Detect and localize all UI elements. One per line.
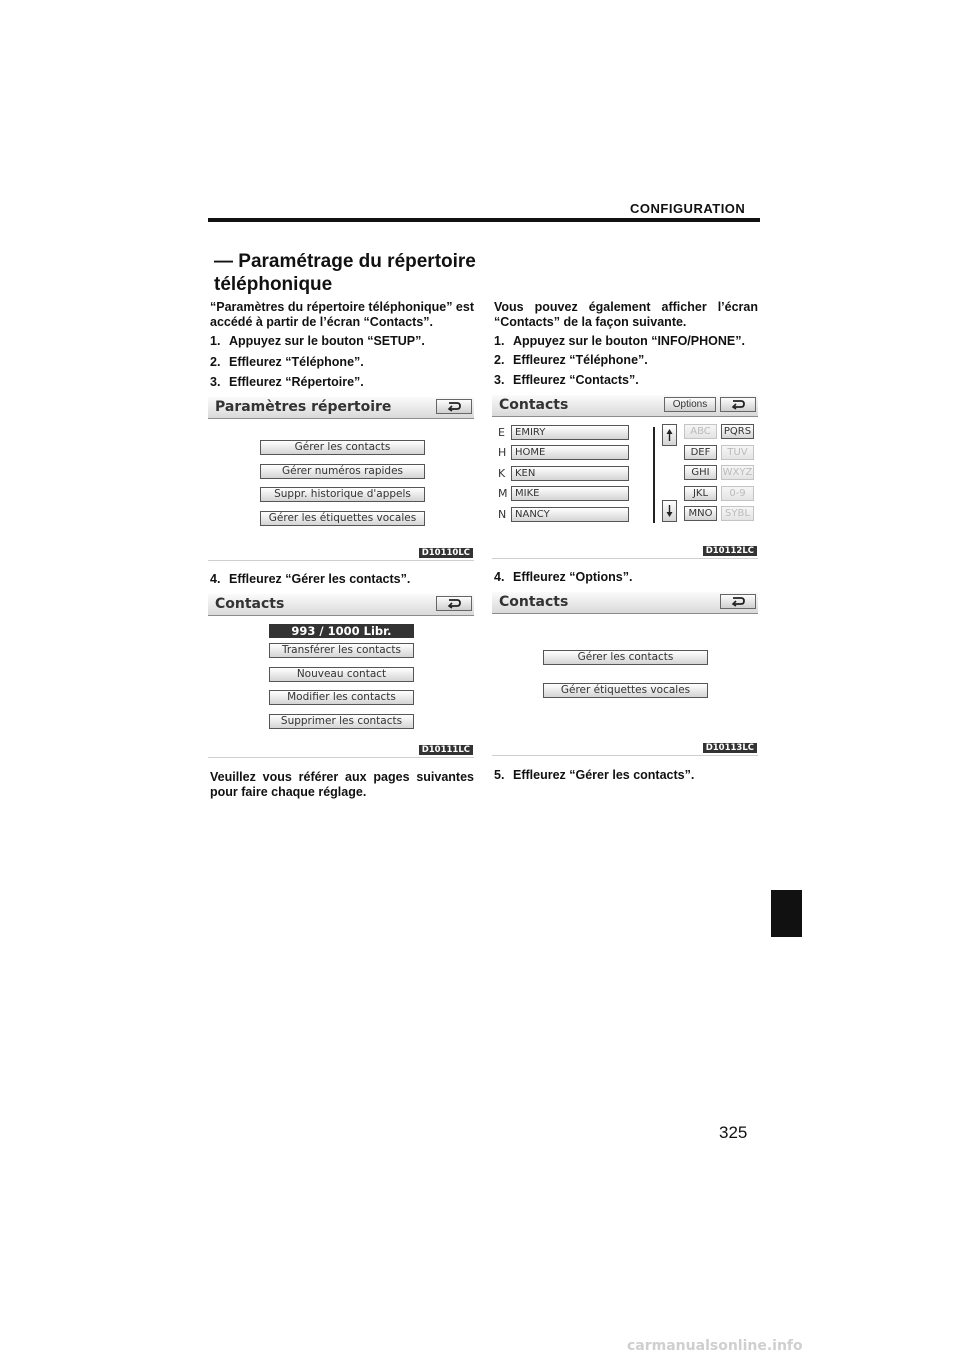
- contact-item[interactable]: EMIRY: [511, 425, 629, 440]
- left-outro: Veuillez vous référer aux pages suivantes pour faire chaque réglage.: [210, 770, 474, 799]
- step-text: Appuyez sur le bouton “SETUP”.: [229, 334, 425, 348]
- contact-item[interactable]: NANCY: [511, 507, 629, 522]
- screen-title: Contacts: [499, 594, 569, 610]
- back-button[interactable]: [436, 399, 472, 414]
- back-button[interactable]: [436, 596, 472, 611]
- scroll-track: [653, 427, 655, 523]
- screen-title-bar: [492, 592, 758, 614]
- section-title: — Paramétrage du répertoire téléphonique: [214, 251, 476, 295]
- step-num: 4.: [210, 572, 221, 586]
- back-arrow-icon: [446, 401, 462, 412]
- step-num: 3.: [210, 375, 221, 389]
- screen-parametres-repertoire: [208, 397, 474, 561]
- back-arrow-icon: [446, 598, 462, 609]
- step-text: Appuyez sur le bouton “INFO/PHONE”.: [513, 334, 745, 348]
- screen-title: Paramètres répertoire: [215, 399, 392, 415]
- delete-call-history-button[interactable]: Suppr. historique d'appels: [260, 487, 425, 502]
- manage-contacts-button[interactable]: Gérer les contacts: [260, 440, 425, 455]
- screen-contacts-list: [492, 395, 758, 559]
- figure-code: D10112LC: [703, 546, 757, 556]
- alpha-key-jkl[interactable]: JKL: [684, 486, 717, 501]
- left-step-2: [210, 355, 364, 370]
- chapter-tab: [771, 890, 802, 937]
- alpha-key-abc: ABC: [684, 424, 717, 439]
- step-num: 4.: [494, 570, 505, 584]
- options-button[interactable]: Options: [664, 397, 716, 412]
- figure-code: D10110LC: [419, 548, 473, 558]
- left-step-3: [210, 375, 364, 390]
- page-number: 325: [719, 1123, 748, 1142]
- alpha-key-ghi[interactable]: GHI: [684, 465, 717, 480]
- back-arrow-icon: [730, 399, 746, 410]
- back-button[interactable]: [720, 594, 756, 609]
- right-step-3: [494, 373, 639, 388]
- step-num: 2.: [494, 353, 505, 367]
- alpha-key-tuv: TUV: [721, 445, 754, 460]
- manage-voice-tags-button[interactable]: Gérer les étiquettes vocales: [260, 511, 425, 526]
- step-num: 3.: [494, 373, 505, 387]
- contact-index-letter: N: [498, 508, 507, 521]
- screen-contacts-options: [492, 592, 758, 756]
- figure-code: D10111LC: [419, 745, 473, 755]
- transfer-contacts-button[interactable]: Transférer les contacts: [269, 643, 414, 658]
- step-text: Effleurez “Gérer les contacts”.: [229, 572, 411, 586]
- step-num: 2.: [210, 355, 221, 369]
- alpha-key-pqrs[interactable]: PQRS: [721, 424, 754, 439]
- back-arrow-icon: [730, 596, 746, 607]
- step-text: Effleurez “Options”.: [513, 570, 633, 584]
- screen-title: Contacts: [499, 397, 569, 413]
- arrow-up-icon: [663, 425, 676, 445]
- step-text: Effleurez “Répertoire”.: [229, 375, 364, 389]
- header-rule: [208, 218, 760, 222]
- manage-speed-dial-button[interactable]: Gérer numéros rapides: [260, 464, 425, 479]
- contact-index-letter: E: [498, 426, 505, 439]
- left-intro: “Paramètres du répertoire téléphonique” est accédé à partir de l’écran “Contacts”.: [210, 300, 474, 329]
- contact-item[interactable]: MIKE: [511, 486, 629, 501]
- alpha-key-def[interactable]: DEF: [684, 445, 717, 460]
- contact-item[interactable]: KEN: [511, 466, 629, 481]
- alpha-key-digits: 0-9: [721, 486, 754, 501]
- figure-code: D10113LC: [703, 743, 757, 753]
- right-step-5: [494, 768, 694, 783]
- edit-contacts-button[interactable]: Modifier les contacts: [269, 690, 414, 705]
- screen-title-bar: [208, 594, 474, 616]
- arrow-down-icon: [663, 501, 676, 521]
- back-button[interactable]: [720, 397, 756, 412]
- step-text: Effleurez “Téléphone”.: [513, 353, 648, 367]
- memory-counter: 993 / 1000 Libr.: [269, 624, 414, 638]
- manage-voice-tags-button[interactable]: Gérer étiquettes vocales: [543, 683, 708, 698]
- delete-contacts-button[interactable]: Supprimer les contacts: [269, 714, 414, 729]
- manage-contacts-button[interactable]: Gérer les contacts: [543, 650, 708, 665]
- contact-index-letter: K: [498, 467, 506, 480]
- right-step-1: [494, 334, 745, 349]
- alpha-key-sybl: SYBL: [721, 506, 754, 521]
- scroll-down-button[interactable]: [662, 500, 677, 522]
- screen-title: Contacts: [215, 596, 285, 612]
- new-contact-button[interactable]: Nouveau contact: [269, 667, 414, 682]
- screen-title-bar: [208, 397, 474, 419]
- scroll-up-button[interactable]: [662, 424, 677, 446]
- step-num: 1.: [494, 334, 505, 348]
- alpha-key-wxyz: WXYZ: [722, 467, 753, 478]
- alpha-key-mno[interactable]: MNO: [684, 506, 717, 521]
- left-step-1: [210, 334, 425, 349]
- step-text: Effleurez “Contacts”.: [513, 373, 639, 387]
- screen-contacts-manage: [208, 594, 474, 758]
- watermark: carmanualsonline.info: [627, 1338, 803, 1354]
- step-text: Effleurez “Gérer les contacts”.: [513, 768, 695, 782]
- right-intro: Vous pouvez également afficher l’écran “Contacts” de la façon suivante.: [494, 300, 758, 329]
- right-step-2: [494, 353, 648, 368]
- right-step-4: [494, 570, 632, 585]
- step-num: 5.: [494, 768, 505, 782]
- header-section-title: CONFIGURATION: [630, 201, 746, 216]
- screen-title-bar: [492, 395, 758, 417]
- step-num: 1.: [210, 334, 221, 348]
- left-step-4: [210, 572, 410, 587]
- contact-item[interactable]: HOME: [511, 445, 629, 460]
- contact-index-letter: M: [498, 487, 508, 500]
- step-text: Effleurez “Téléphone”.: [229, 355, 364, 369]
- contact-index-letter: H: [498, 446, 507, 459]
